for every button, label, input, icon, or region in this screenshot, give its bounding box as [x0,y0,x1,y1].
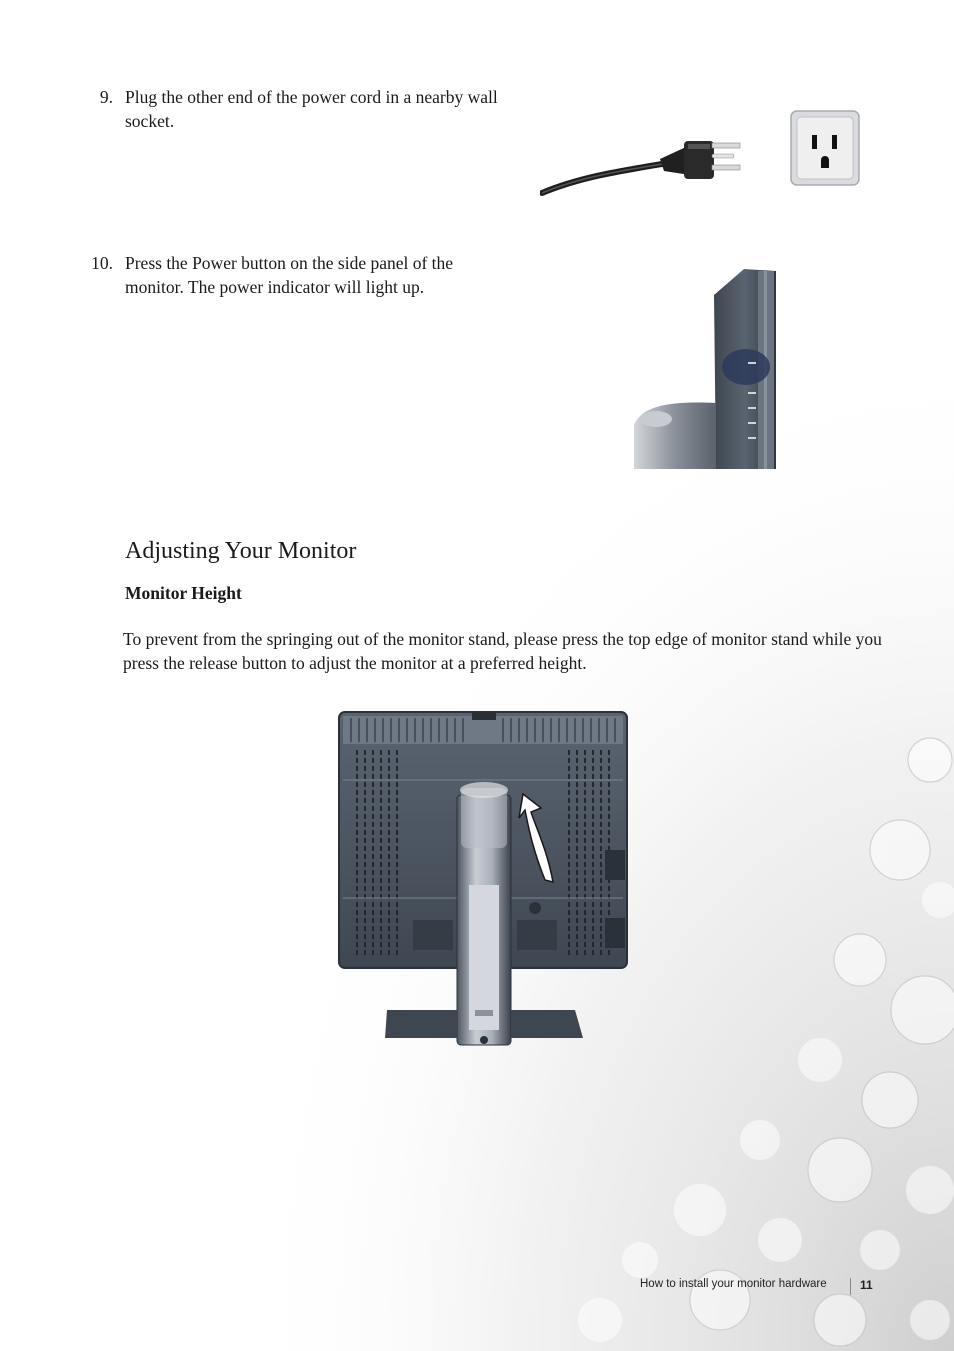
page-number: 11 [860,1278,873,1292]
wall-socket-icon [790,110,860,186]
footer-separator [850,1278,851,1295]
step-text: Plug the other end of the power cord in a nearby wall socket. [125,87,498,131]
section-paragraph: To prevent from the springing out of the monitor stand, please press the top edge of monitor stand while you press the release button to adjust the monitor at a preferred height. [123,629,882,673]
step-number: 9. [99,87,113,107]
monitor-back-icon [337,710,631,1052]
section-heading: Adjusting Your Monitor [125,538,357,564]
section-subheading: Monitor Height [125,583,242,603]
footer-chapter-title: How to install your monitor hardware [640,1278,827,1290]
step-number: 10. [91,253,113,273]
step-text: Press the Power button on the side panel of the monitor. The power indicator will light up. [125,253,454,297]
power-plug-icon [540,135,755,197]
monitor-side-icon [632,265,780,469]
